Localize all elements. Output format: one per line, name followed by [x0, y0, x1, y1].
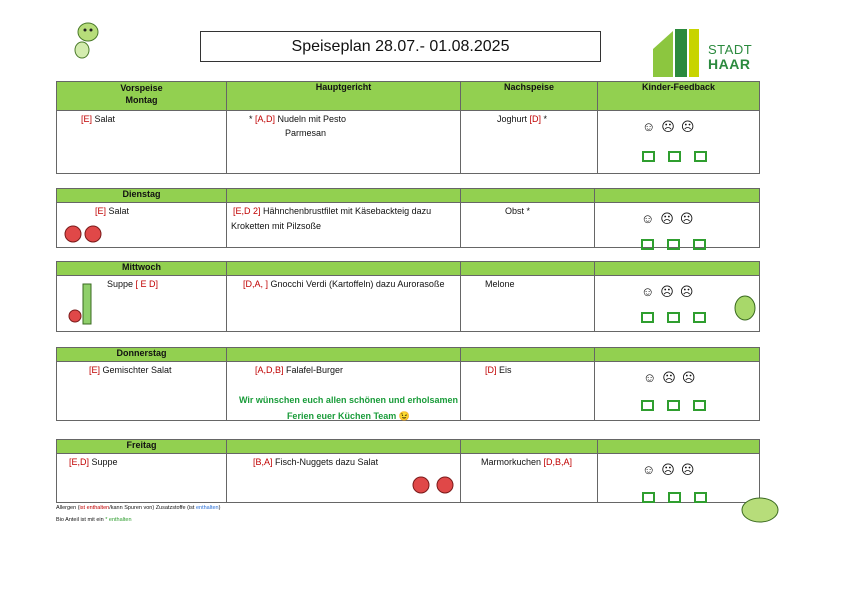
nachspeise-text: Marmorkuchen [D,B,A] — [481, 457, 573, 467]
nachspeise-text: [D] Eis — [485, 365, 512, 375]
logo-text: STADT HAAR — [708, 42, 753, 72]
checkbox-sad[interactable] — [693, 312, 706, 323]
day-name: Montag — [125, 95, 158, 105]
checkbox-sad[interactable] — [693, 400, 706, 411]
hauptgericht-text: * [A,D] Nudeln mit Pesto — [249, 114, 347, 124]
feedback-checkboxes[interactable] — [642, 492, 707, 503]
feedback-faces[interactable]: ☺☹☹ — [641, 211, 700, 226]
feedback-faces[interactable]: ☺☹☹ — [641, 284, 700, 299]
checkbox-happy[interactable] — [641, 400, 654, 411]
vorspeise-text: [E] Salat — [95, 206, 130, 216]
hauptgericht-text: [A,D,B] Falafel-Burger — [255, 365, 344, 375]
nachspeise-text: Melone — [485, 279, 515, 289]
hauptgericht-text: [D,A, ] Gnocchi Verdi (Kartoffeln) dazu Aurorasoße — [243, 279, 445, 289]
feedback-checkboxes[interactable] — [641, 400, 706, 411]
salad-mascot-icon — [738, 490, 782, 526]
checkbox-neutral[interactable] — [668, 492, 681, 503]
checkbox-sad[interactable] — [694, 151, 707, 162]
checkbox-sad[interactable] — [693, 239, 706, 250]
holiday-wish: Wir wünschen euch allen schönen und erholsamen Ferien euer Küchen Team 😉 — [239, 395, 458, 421]
header-nachspeise: Nachspeise — [461, 82, 598, 111]
checkbox-happy[interactable] — [641, 312, 654, 323]
day-table-freitag — [56, 439, 760, 503]
checkbox-sad[interactable] — [694, 492, 707, 503]
feedback-checkboxes[interactable] — [641, 312, 706, 323]
checkbox-happy[interactable] — [641, 239, 654, 250]
feedback-checkboxes[interactable] — [641, 239, 706, 250]
vegetable-mascot-icon — [70, 18, 104, 62]
page-title: Speiseplan 28.07.- 01.08.2025 — [200, 31, 601, 62]
feedback-faces[interactable]: ☺☹☹ — [643, 370, 702, 385]
allergen-legend: Allergen (ist enthalten/kann Spuren von) Zusatzstoffe (ist enthalten) — [56, 505, 221, 511]
header-feedback: Kinder-Feedback — [598, 82, 760, 111]
header-vorspeise: Vorspeise — [120, 83, 163, 93]
checkbox-neutral[interactable] — [667, 239, 680, 250]
vorspeise-text: [E] Gemischter Salat — [89, 365, 172, 375]
checkbox-neutral[interactable] — [667, 400, 680, 411]
tomato-mascot-icon — [411, 474, 457, 496]
bio-legend: Bio Anteil ist mit ein * enthalten — [56, 517, 132, 523]
vorspeise-text: [E] Salat — [81, 114, 116, 124]
day-table-dienstag: Dienstag [E] Salat [E,D 2] Hähnchenbrustfilet mit Käsebackteig dazu Kroketten mit Pilzsoße Obst * ☺☹☹ — [56, 188, 760, 248]
feedback-faces[interactable]: ☺☹☹ — [642, 119, 701, 134]
day-name: Mittwoch — [57, 262, 227, 276]
feedback-faces[interactable]: ☺☹☹ — [642, 462, 701, 477]
day-name: Donnerstag — [57, 348, 227, 362]
nachspeise-text: Joghurt [D] * — [497, 114, 548, 124]
tomato-mascot-icon — [63, 223, 107, 245]
checkbox-neutral[interactable] — [667, 312, 680, 323]
feedback-checkboxes[interactable] — [642, 151, 707, 162]
vorspeise-text: [E,D] Suppe — [69, 457, 118, 467]
day-name: Freitag — [57, 440, 227, 454]
hauptgericht-text: [E,D 2] Hähnchenbrustfilet mit Käsebackteig dazu — [233, 206, 432, 216]
vorspeise-text: Suppe [ E D] — [107, 279, 159, 289]
hauptgericht-text: [B,A] Fisch-Nuggets dazu Salat — [253, 457, 379, 467]
header-hauptgericht: Hauptgericht — [227, 82, 461, 111]
day-table-montag: Vorspeise Montag Hauptgericht Nachspeise Kinder-Feedback [E] Salat * [A,D] Nudeln mit Pesto Parmesan Joghurt [D] * ☺☹☹ — [56, 81, 760, 174]
day-table-donnerstag — [56, 347, 760, 421]
day-table-mittwoch — [56, 261, 760, 332]
nachspeise-text: Obst * — [505, 206, 531, 216]
checkbox-happy[interactable] — [642, 151, 655, 162]
asparagus-mascot-icon — [65, 282, 101, 328]
day-name: Dienstag — [57, 189, 227, 203]
checkbox-happy[interactable] — [642, 492, 655, 503]
lettuce-mascot-icon — [732, 292, 758, 326]
checkbox-neutral[interactable] — [668, 151, 681, 162]
